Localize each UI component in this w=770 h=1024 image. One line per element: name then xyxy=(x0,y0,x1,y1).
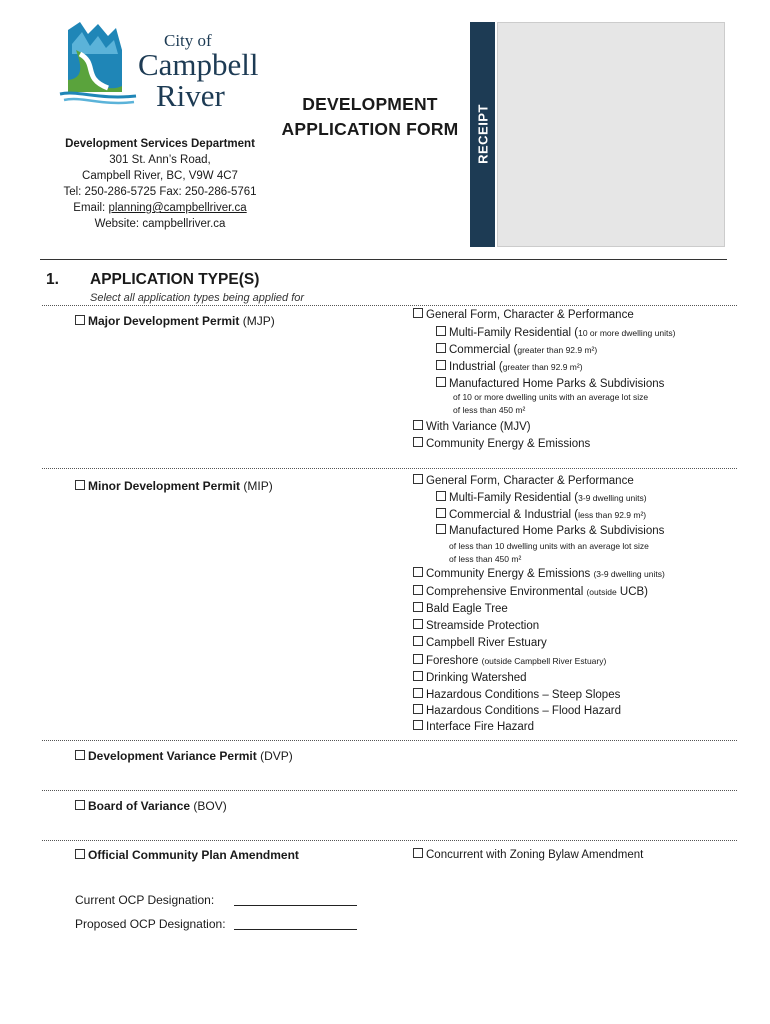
checkbox-icon[interactable] xyxy=(436,508,446,518)
phone-line: Tel: 250-286-5725 Fax: 250-286-5761 xyxy=(63,186,257,198)
checkbox-icon[interactable] xyxy=(75,800,85,810)
current-ocp-row xyxy=(75,893,357,907)
section-title: APPLICATION TYPE(S) xyxy=(90,271,260,288)
receipt-box xyxy=(497,22,725,247)
department-info xyxy=(40,136,280,232)
checkbox-icon[interactable] xyxy=(413,688,423,698)
checkbox-icon[interactable] xyxy=(413,671,423,681)
proposed-ocp-field[interactable] xyxy=(234,918,357,930)
checkbox-icon[interactable] xyxy=(436,377,446,387)
proposed-ocp-row xyxy=(75,917,357,931)
checkbox-icon[interactable] xyxy=(436,491,446,501)
address-line-1: 301 St. Ann’s Road, xyxy=(109,154,211,166)
checkbox-icon[interactable] xyxy=(413,619,423,629)
checkbox-icon[interactable] xyxy=(413,308,423,318)
receipt-label-bar xyxy=(470,22,495,247)
department-name: Development Services Department xyxy=(65,138,255,150)
mip-fire-checkbox[interactable]: Interface Fire Hazard xyxy=(413,720,534,733)
mip-estuary-checkbox[interactable]: Campbell River Estuary xyxy=(413,636,547,649)
header-divider xyxy=(40,259,727,260)
address-line-2: Campbell River, BC, V9W 4C7 xyxy=(82,170,238,182)
checkbox-icon[interactable] xyxy=(75,750,85,760)
email-line: Email: planning@campbellriver.ca xyxy=(73,202,247,214)
checkbox-icon[interactable] xyxy=(75,315,85,325)
row-divider xyxy=(42,740,737,741)
mip-energy-checkbox[interactable]: Community Energy & Emissions (3-9 dwelling units) xyxy=(413,567,665,580)
logo-text: City of Campbell River xyxy=(138,31,259,113)
row-divider xyxy=(42,305,737,306)
mjp-industrial-checkbox[interactable]: Industrial (greater than 92.9 m²) xyxy=(436,360,583,373)
mip-slopes-checkbox[interactable]: Hazardous Conditions – Steep Slopes xyxy=(413,688,620,701)
mip-mhp-checkbox[interactable]: Manufactured Home Parks & Subdivisions xyxy=(436,524,664,537)
form-title: DEVELOPMENT APPLICATION FORM xyxy=(281,94,459,139)
checkbox-icon[interactable] xyxy=(413,474,423,484)
checkbox-icon[interactable] xyxy=(413,420,423,430)
row-divider xyxy=(42,468,737,469)
mjp-checkbox[interactable]: Major Development Permit (MJP) xyxy=(75,314,275,328)
mip-watershed-checkbox[interactable]: Drinking Watershed xyxy=(413,671,527,684)
receipt-label: RECEIPT xyxy=(475,104,490,164)
mjp-mhp-checkbox[interactable]: Manufactured Home Parks & Subdivisions xyxy=(436,377,664,390)
logo-mark-icon xyxy=(58,20,138,112)
checkbox-icon[interactable] xyxy=(413,585,423,595)
checkbox-icon[interactable] xyxy=(75,480,85,490)
checkbox-icon[interactable] xyxy=(436,326,446,336)
checkbox-icon[interactable] xyxy=(413,602,423,612)
section-number: 1. xyxy=(46,271,59,288)
mip-mhp-note: of less than 10 dwelling units with an average lot size of less than 450 m² xyxy=(449,541,649,564)
mjp-mhp-note: of 10 or more dwelling units with an average lot size of less than 450 m² xyxy=(453,392,649,415)
email-link[interactable]: planning@campbellriver.ca xyxy=(108,202,247,214)
mip-multifamily-checkbox[interactable]: Multi-Family Residential (3-9 dwelling units) xyxy=(436,491,647,504)
checkbox-icon[interactable] xyxy=(413,654,423,664)
mip-environmental-checkbox[interactable]: Comprehensive Environmental (outside UCB) xyxy=(413,585,648,598)
ocp-concurrent-checkbox[interactable]: Concurrent with Zoning Bylaw Amendment xyxy=(413,848,643,861)
mip-general-checkbox[interactable]: General Form, Character & Performance xyxy=(413,474,634,487)
mjp-energy-checkbox[interactable]: Community Energy & Emissions xyxy=(413,437,590,450)
checkbox-icon[interactable] xyxy=(413,704,423,714)
mip-flood-checkbox[interactable]: Hazardous Conditions – Flood Hazard xyxy=(413,704,621,717)
checkbox-icon[interactable] xyxy=(436,524,446,534)
checkbox-icon[interactable] xyxy=(436,343,446,353)
mip-streamside-checkbox[interactable]: Streamside Protection xyxy=(413,619,539,632)
ocp-checkbox[interactable]: Official Community Plan Amendment xyxy=(75,848,299,862)
mjp-multifamily-checkbox[interactable]: Multi-Family Residential (10 or more dwelling units) xyxy=(436,326,675,339)
checkbox-icon[interactable] xyxy=(413,636,423,646)
checkbox-icon[interactable] xyxy=(413,567,423,577)
mjp-variance-checkbox[interactable]: With Variance (MJV) xyxy=(413,420,531,433)
checkbox-icon[interactable] xyxy=(436,360,446,370)
mip-checkbox[interactable]: Minor Development Permit (MIP) xyxy=(75,479,273,493)
website-line: Website: campbellriver.ca xyxy=(94,218,226,230)
current-ocp-label: Current OCP Designation: xyxy=(75,893,215,907)
row-divider xyxy=(42,790,737,791)
mip-eagle-checkbox[interactable]: Bald Eagle Tree xyxy=(413,602,508,615)
checkbox-icon[interactable] xyxy=(75,849,85,859)
dvp-checkbox[interactable]: Development Variance Permit (DVP) xyxy=(75,749,293,763)
current-ocp-field[interactable] xyxy=(234,894,357,906)
checkbox-icon[interactable] xyxy=(413,437,423,447)
bov-checkbox[interactable]: Board of Variance (BOV) xyxy=(75,799,227,813)
mjp-general-checkbox[interactable]: General Form, Character & Performance xyxy=(413,308,634,321)
city-logo xyxy=(58,20,273,112)
checkbox-icon[interactable] xyxy=(413,720,423,730)
proposed-ocp-label: Proposed OCP Designation: xyxy=(75,917,226,931)
mip-commercial-checkbox[interactable]: Commercial & Industrial (less than 92.9 m²) xyxy=(436,508,646,521)
section-subtitle: Select all application types being applied for xyxy=(90,292,305,304)
mjp-commercial-checkbox[interactable]: Commercial (greater than 92.9 m²) xyxy=(436,343,597,356)
mip-foreshore-checkbox[interactable]: Foreshore (outside Campbell River Estuary) xyxy=(413,654,606,667)
checkbox-icon[interactable] xyxy=(413,848,423,858)
row-divider xyxy=(42,840,737,841)
